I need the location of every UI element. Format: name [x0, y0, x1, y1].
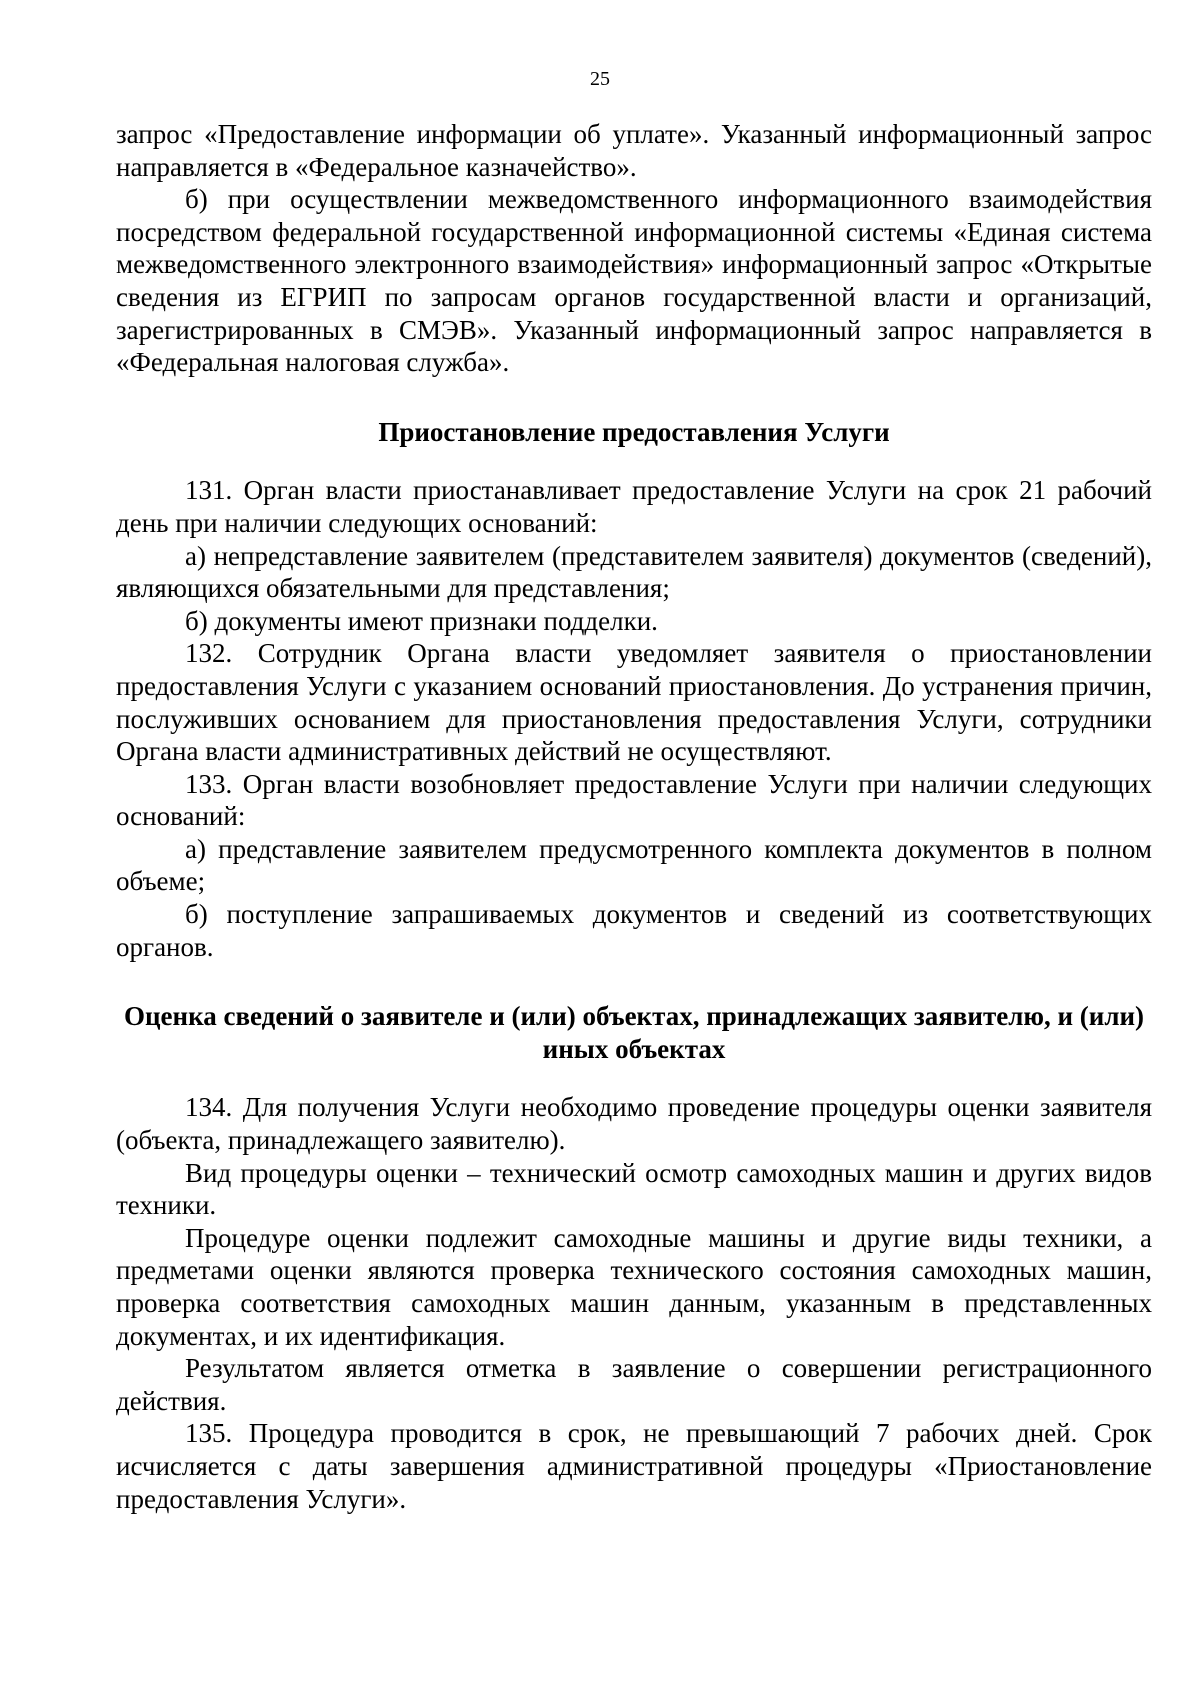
- document-body: [116, 118, 1152, 1515]
- paragraph: а) непредставление заявителем (представителем заявителя) документов (сведений), являющихся обязательными для представления;: [116, 540, 1152, 604]
- section-heading: Приостановление предоставления Услуги: [378, 416, 890, 447]
- paragraph: 134. Для получения Услуги необходимо проведение процедуры оценки заявителя (объекта, принадлежащего заявителю).: [116, 1092, 1152, 1156]
- section-heading: Оценка сведений о заявителе и (или) объектах, принадлежащих заявителю, и (или) иных объектах: [123, 1001, 1145, 1064]
- paragraph: Результатом является отметка в заявление о совершении регистрационного действия.: [116, 1353, 1152, 1416]
- paragraph: Вид процедуры оценки – технический осмотр самоходных машин и других видов техники.: [116, 1157, 1152, 1221]
- paragraph: б) при осуществлении межведомственного информационного взаимодействия посредством федеральной государственной информационной системы «Единая система межведомственного электронного взаимодействия» информационный запрос «Открытые сведения из ЕГРИП по запросам органов государственной власти и организаций, зарегистрированных в СМЭВ». Указанный информационный запрос направляется в «Федеральная налоговая служба».: [116, 184, 1152, 378]
- paragraph: б) поступление запрашиваемых документов и сведений из соответствующих органов.: [116, 899, 1152, 962]
- paragraph: 135. Процедура проводится в срок, не превышающий 7 рабочих дней. Срок исчисляется с даты завершения административной процедуры «Приостановление предоставления Услуги».: [116, 1418, 1152, 1514]
- paragraph: б) документы имеют признаки подделки.: [185, 605, 658, 636]
- paragraph: 131. Орган власти приостанавливает предоставление Услуги на срок 21 рабочий день при наличии следующих оснований:: [116, 475, 1152, 538]
- paragraph: 133. Орган власти возобновляет предоставление Услуги при наличии следующих оснований:: [116, 768, 1152, 832]
- paragraph: а) представление заявителем предусмотренного комплекта документов в полном объеме;: [116, 833, 1152, 897]
- page-number: 25: [590, 68, 610, 90]
- paragraph: Процедуре оценки подлежит самоходные машины и другие виды техники, а предметами оценки являются проверка технического состояния самоходных машин, проверка соответствия самоходных машин данным, указанным в представленных документах, и их идентификация.: [116, 1222, 1152, 1351]
- paragraph: запрос «Предоставление информации об уплате». Указанный информационный запрос направляется в «Федеральное казначейство».: [116, 119, 1152, 182]
- paragraph: 132. Сотрудник Органа власти уведомляет заявителя о приостановлении предоставления Услуги с указанием оснований приостановления. До устранения причин, послуживших основанием для приостановления предоставления Услуги, сотрудники Органа власти административных действий не осуществляют.: [116, 638, 1152, 767]
